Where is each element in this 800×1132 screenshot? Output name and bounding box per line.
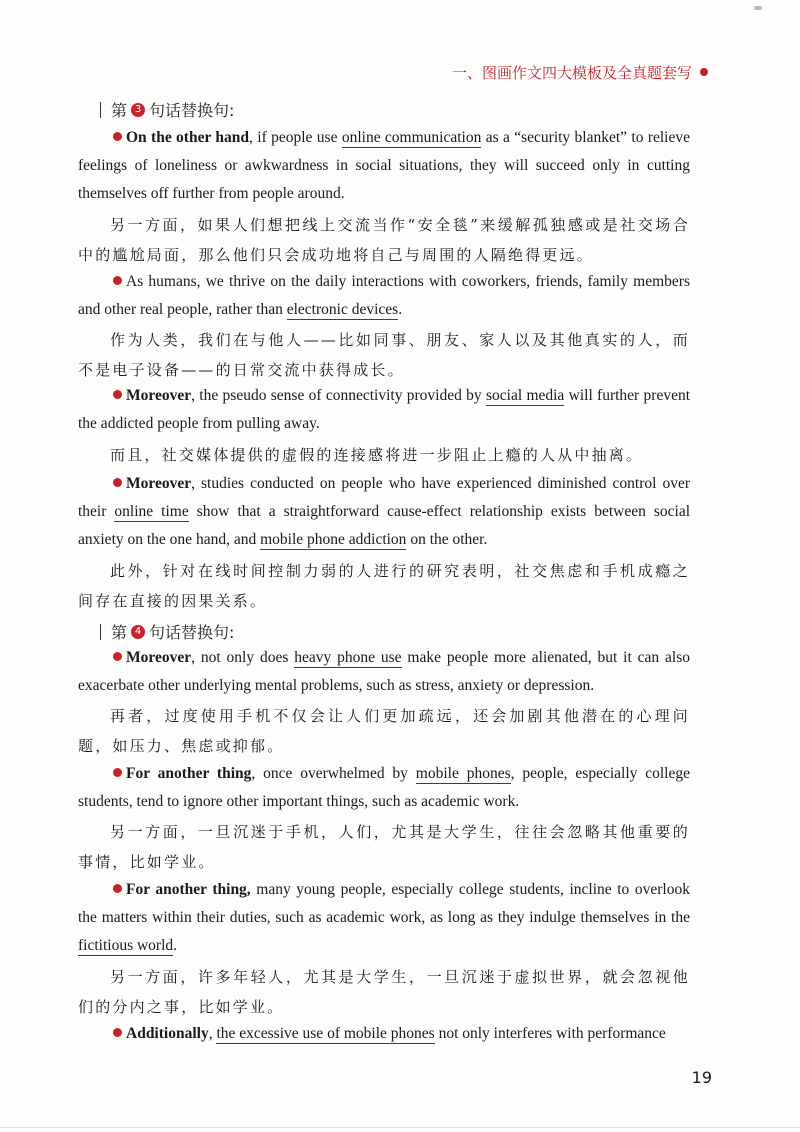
english-paragraph-2: As humans, we thrive on the daily interactions with coworkers, friends, family members and other real people, rather than electronic devices. — [78, 273, 690, 318]
bullet-icon — [113, 276, 122, 285]
scan-mark — [754, 6, 762, 10]
english-paragraph-3: Moreover, the pseudo sense of connectivity provided by social media will further prevent the addicted people from pulling away. — [78, 387, 691, 432]
divider-bar — [100, 102, 101, 118]
bullet-icon — [113, 652, 122, 661]
chinese-translation-3: 而且，社交媒体提供的虚假的连接感将进一步阻止上瘾的人从中抽离。 — [110, 446, 644, 464]
section-heading-4: 第 4 句话替换句: — [100, 620, 234, 643]
chinese-translation-6: 另一方面，一旦沉迷于手机，人们，尤其是大学生，往往会忽略其他重要的事情，比如学业。 — [78, 823, 690, 871]
page-number: 19 — [691, 1068, 712, 1087]
header-dot-icon — [700, 68, 708, 76]
section-number-badge: 4 — [131, 625, 145, 639]
bullet-icon — [113, 132, 122, 141]
divider-bar — [100, 624, 101, 640]
chinese-translation-7: 另一方面，许多年轻人，尤其是大学生，一旦沉迷于虚拟世界，就会忽视他们的分内之事，比如学业。 — [78, 968, 690, 1016]
chinese-translation-5: 再者，过度使用手机不仅会让人们更加疏远，还会加剧其他潜在的心理问题，如压力、焦虑或抑郁。 — [78, 707, 690, 755]
english-paragraph-1: On the other hand, if people use online communication as a “security blanket” to relieve feelings of loneliness or awkwardness in social situations, they will succeed only in cutting themselves off further from people around. — [78, 129, 690, 202]
page-bottom-edge — [0, 1127, 800, 1128]
chapter-header: 一、图画作文四大模板及全真题套写 — [451, 64, 692, 82]
bullet-icon — [113, 478, 122, 487]
bullet-icon — [113, 768, 122, 777]
english-paragraph-7: For another thing, many young people, especially college students, incline to overlook the matters within their duties, such as academic work, as long as they indulge themselves in the fictitious world. — [78, 881, 690, 954]
english-paragraph-4: Moreover, studies conducted on people who have experienced diminished control over their online time show that a straightforward cause-effect relationship exists between social anxiety on the one hand, and mobile phone addiction on the other. — [78, 475, 691, 548]
chinese-translation-4: 此外，针对在线时间控制力弱的人进行的研究表明，社交焦虑和手机成瘾之间存在直接的因果关系。 — [78, 562, 690, 610]
english-paragraph-5: Moreover, not only does heavy phone use make people more alienated, but it can also exacerbate other underlying mental problems, such as stress, anxiety or depression. — [78, 649, 690, 694]
chinese-translation-2: 作为人类，我们在与他人——比如同事、朋友、家人以及其他真实的人，而不是电子设备——的日常交流中获得成长。 — [78, 331, 690, 379]
chinese-translation-1: 另一方面，如果人们想把线上交流当作“安全毯”来缓解孤独感或是社交场合中的尴尬局面，那么他们只会成功地将自己与周围的人隔绝得更远。 — [78, 216, 690, 264]
bullet-icon — [113, 390, 122, 399]
section-number-badge: 3 — [131, 103, 145, 117]
english-paragraph-8: Additionally, the excessive use of mobile phones not only interferes with performance — [78, 1020, 690, 1048]
bullet-icon — [113, 884, 122, 893]
bullet-icon — [113, 1028, 122, 1037]
section-heading-3: 第 3 句话替换句: — [100, 98, 234, 121]
english-paragraph-6: For another thing, once overwhelmed by mobile phones, people, especially college students, tend to ignore other important things, such as academic work. — [78, 765, 690, 810]
